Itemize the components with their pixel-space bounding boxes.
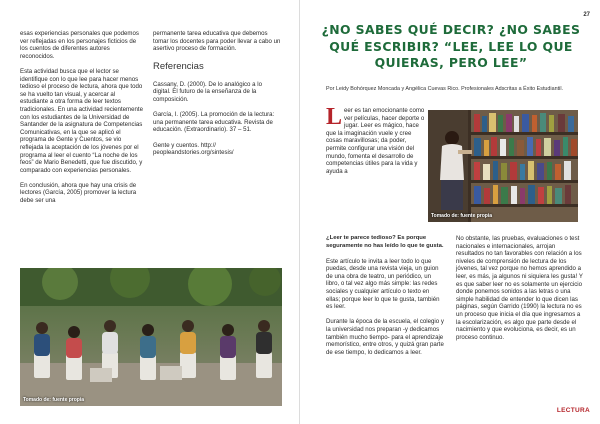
right-col2-paragraph: No obstante, las pruebas, evaluaciones o test nacionales e internacionales, arrojan resultados no tan favorables con relación a los niveles de comprensión de lectura de los jóvenes, tal vez porque no hemos aprendido a leer, es más, ja algunos ni siquiera les gusta! Y es que saber leer no es solamente un ejercicio donde ponemos sonidos a las letras o una simple habilidad de entender lo que dicen las páginas, según Garrido (1990) la lectura no es un proceso que inicia el día que ingresamos a la escolarización, es algo que parte desde el nacimiento y que evoluciona, es decir, es un proceso continuo. bbox=[456, 235, 583, 341]
article-intro bbox=[326, 104, 426, 175]
left-col1-top-text: esas experiencias personales que podemos ver reflejadas en los personajes ficticios de los cuentos de diferentes autores reconocidos. bbox=[20, 30, 139, 60]
article-headline: ¿NO SABES QUÉ DECIR? ¿NO SABES QUÉ ESCRIBIR? “LEE, LEE LO QUE QUIERAS, PERO LEE” bbox=[321, 22, 581, 70]
classroom-photo bbox=[20, 268, 282, 406]
right-col1-paragraph: Durante la época de la escuela, el colegio y la universidad nos preparan -y dedicamos también mucho tiempo- para el aprendizaje memorístico, entre otros, y quizá gran parte de ese tiempo, lo dedicamos a leer. bbox=[326, 318, 444, 356]
right-column-2 bbox=[456, 235, 584, 341]
left-column-2 bbox=[153, 30, 281, 157]
library-photo-image bbox=[428, 110, 578, 222]
left-col1-conclusion: En conclusión, ahora que hay una crisis de lectores (García, 2005) promover la lectura debe ser una bbox=[20, 181, 137, 205]
article-byline: Por Leidy Bohórquez Moncada y Angélica Cuevas Rico. Profesionales Adscritas a Éxito Estudiantil. bbox=[326, 86, 564, 92]
article-lede: ¿Leer te parece tedioso? Es porque seguramente no has leído lo que te gusta. bbox=[326, 235, 444, 249]
references-title: Referencias bbox=[153, 60, 204, 72]
left-col1-paragraph: Esta actividad busca que el lector se identifique con lo que lee para hacer menos tedioso el proceso de lectura, ahora que todo se ha vuelto tan visual, y acercar al estudiante a otra forma de leer textos tradicionales. En una actividad recientemente con los estudiantes de la Universidad de Santander de la asignatura de Competencias Comunicativas, en la que se aplicó el programa de Gente y Cuentos, se vio reflejada la aceptación de los jóvenes por el programa al leer el cuento “La noche de los feos” de Mario Benedetti, que fue discutido, y comparado con experiencias personales. bbox=[20, 67, 143, 174]
intro-text: eer es tan emocionante como ver películas, hacer deporte o jugar. Leer es mágico, hace que la imaginación vuele y cree cosas maravillosas; da poder, permite configurar una visión del mundo, fomenta el desarrollo de competencias útiles para la vida y ayuda a bbox=[326, 107, 425, 175]
right-col1-paragraph: Este artículo te invita a leer todo lo que puedas, desde una revista vieja, un guion de una obra de teatro, un periódico, un libro, o tal vez algo más simple: las redes sociales y cualquier artículo o texto en ellas; porque leer lo que te gusta, también es leer. bbox=[326, 257, 440, 311]
classroom-photo-caption: Tomado de: fuente propia bbox=[23, 397, 85, 403]
drop-cap: L bbox=[326, 104, 343, 130]
reference-item: Gente y cuentos. http:// peopleandstories.org/sintesis/ bbox=[153, 141, 234, 157]
page-number: 27 bbox=[583, 12, 590, 18]
left-column-1 bbox=[20, 30, 144, 205]
right-column-1 bbox=[326, 235, 444, 356]
reference-item: García, I. (2005). La promoción de la lectura: una permanente tarea educativa. Revista de educación. (Extraordinario). 37 – 51. bbox=[153, 111, 275, 134]
reference-item: Cassany, D. (2000). De lo analógico a lo digital. El futuro de la enseñanza de la composición. bbox=[153, 80, 262, 103]
left-col2-top-text: permanente tarea educativa que debemos tomar los docentes para poder llevar a cabo un asertivo proceso de formación. bbox=[153, 30, 281, 53]
classroom-photo-image bbox=[20, 268, 282, 406]
section-footer-label: LECTURA bbox=[556, 407, 590, 414]
library-photo bbox=[428, 110, 578, 222]
library-photo-caption: Tomado de: fuente propia bbox=[431, 213, 493, 219]
